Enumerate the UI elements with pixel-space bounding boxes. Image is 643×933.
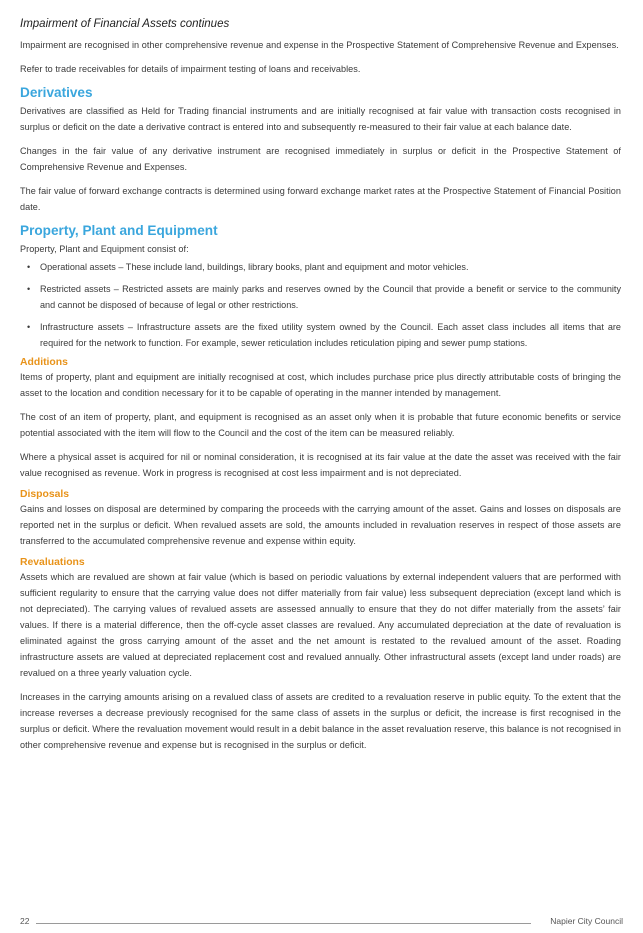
footer-organisation: Napier City Council — [550, 916, 623, 926]
running-head: Impairment of Financial Assets continues — [20, 18, 230, 30]
derivatives-paragraph-1: Derivatives are classified as Held for Trading financial instruments and are initially recognised at fair value with transaction costs recognised in surplus or deficit on the date a derivative contract is entered into and subsequently re-measured to their fair value at each balance date. — [20, 106, 621, 132]
list-item: • Restricted assets – Restricted assets are mainly parks and reserves owned by the Council that provide a benefit or service to the community and cannot be disposed of because of legal or other restrictions. — [40, 281, 621, 313]
page-number: 22 — [20, 916, 30, 926]
disposals-paragraph-1: Gains and losses on disposal are determined by comparing the proceeds with the carrying amount of the asset. Gains and losses on disposals are reported net in the surplus or deficit. When revalued assets are sold, the amounts included in revaluation reserves in respect of those assets are transferred to the accumulated comprehensive revenue and expense within equity. — [20, 504, 621, 546]
ppe-lead: Property, Plant and Equipment consist of: — [20, 244, 189, 254]
intro-paragraph-1: Impairment are recognised in other comprehensive revenue and expense in the Prospective Statement of Comprehensive Revenue and Expenses. — [20, 40, 619, 50]
disposals-heading: Disposals — [20, 489, 70, 500]
revaluations-paragraph-2: Increases in the carrying amounts arising on a revalued class of assets are credited to a revaluation reserve in public equity. To the extent that the increase reverses a decrease previously recognised for the same class of assets in the surplus or deficit, the increase is first recognised in the surplus or deficit. Where the revaluation movement would result in a debit balance in the asset revaluation reserve, this balance is not recognised in other comprehensive revenue and expense but is recognised in the surplus or deficit. — [20, 692, 621, 750]
derivatives-heading: Derivatives — [20, 85, 93, 100]
additions-paragraph-1: Items of property, plant and equipment are initially recognised at cost, which includes purchase price plus directly attributable costs of bringing the asset to the location and condition necessary for it to be capable of operating in the manner intended by management. — [20, 372, 621, 398]
page-footer — [20, 916, 623, 930]
derivatives-paragraph-2: Changes in the fair value of any derivative instrument are recognised immediately in surplus or deficit in the Prospective Statement of Comprehensive Revenue and Expenses. — [20, 146, 621, 172]
revaluations-paragraph-1: Assets which are revalued are shown at fair value (which is based on periodic valuations by external independent valuers that are performed with sufficient regularity to ensure that the carrying value does not differ materially from fair value) less subsequent depreciation (except land which is not depreciated). The carrying values of revalued assets are assessed annually to ensure that they do not differ materially from the assets’ fair values. If there is a material difference, then the off-cycle asset classes are revalued. Any accumulated depreciation at the date of revaluation is eliminated against the gross carrying amount of the asset and the net amount is restated to the revalued amount of the asset. Roading infrastructure assets are valued at depreciated replacement cost and revalued annually. Other infrastructural assets (except land under roads) are revalued on a three yearly valuation cycle. — [20, 572, 621, 678]
document-page — [20, 18, 621, 761]
revaluations-heading: Revaluations — [20, 557, 85, 568]
derivatives-paragraph-3: The fair value of forward exchange contracts is determined using forward exchange market rates at the Prospective Statement of Financial Position date. — [20, 186, 621, 212]
additions-paragraph-2: The cost of an item of property, plant, and equipment is recognised as an asset only when it is probable that future economic benefits or service potential associated with the item will flow to the Council and the cost of the item can be measured reliably. — [20, 412, 621, 438]
list-item: • Infrastructure assets – Infrastructure assets are the fixed utility system owned by the Council. Each asset class includes all items that are required for the network to function. For example, sewer reticulation includes reticulation piping and sewer pump stations. — [40, 319, 621, 351]
list-item: • Operational assets – These include land, buildings, library books, plant and equipment and motor vehicles. — [40, 259, 621, 275]
intro-paragraph-2: Refer to trade receivables for details of impairment testing of loans and receivables. — [20, 64, 361, 74]
footer-divider — [36, 923, 531, 924]
ppe-heading: Property, Plant and Equipment — [20, 223, 218, 238]
additions-heading: Additions — [20, 357, 68, 368]
ppe-list — [20, 259, 621, 351]
additions-paragraph-3: Where a physical asset is acquired for nil or nominal consideration, it is recognised at its fair value at the date the asset was received with the fair value recognised as revenue. Work in progress is recognised at cost less impairment and is not depreciated. — [20, 452, 621, 478]
